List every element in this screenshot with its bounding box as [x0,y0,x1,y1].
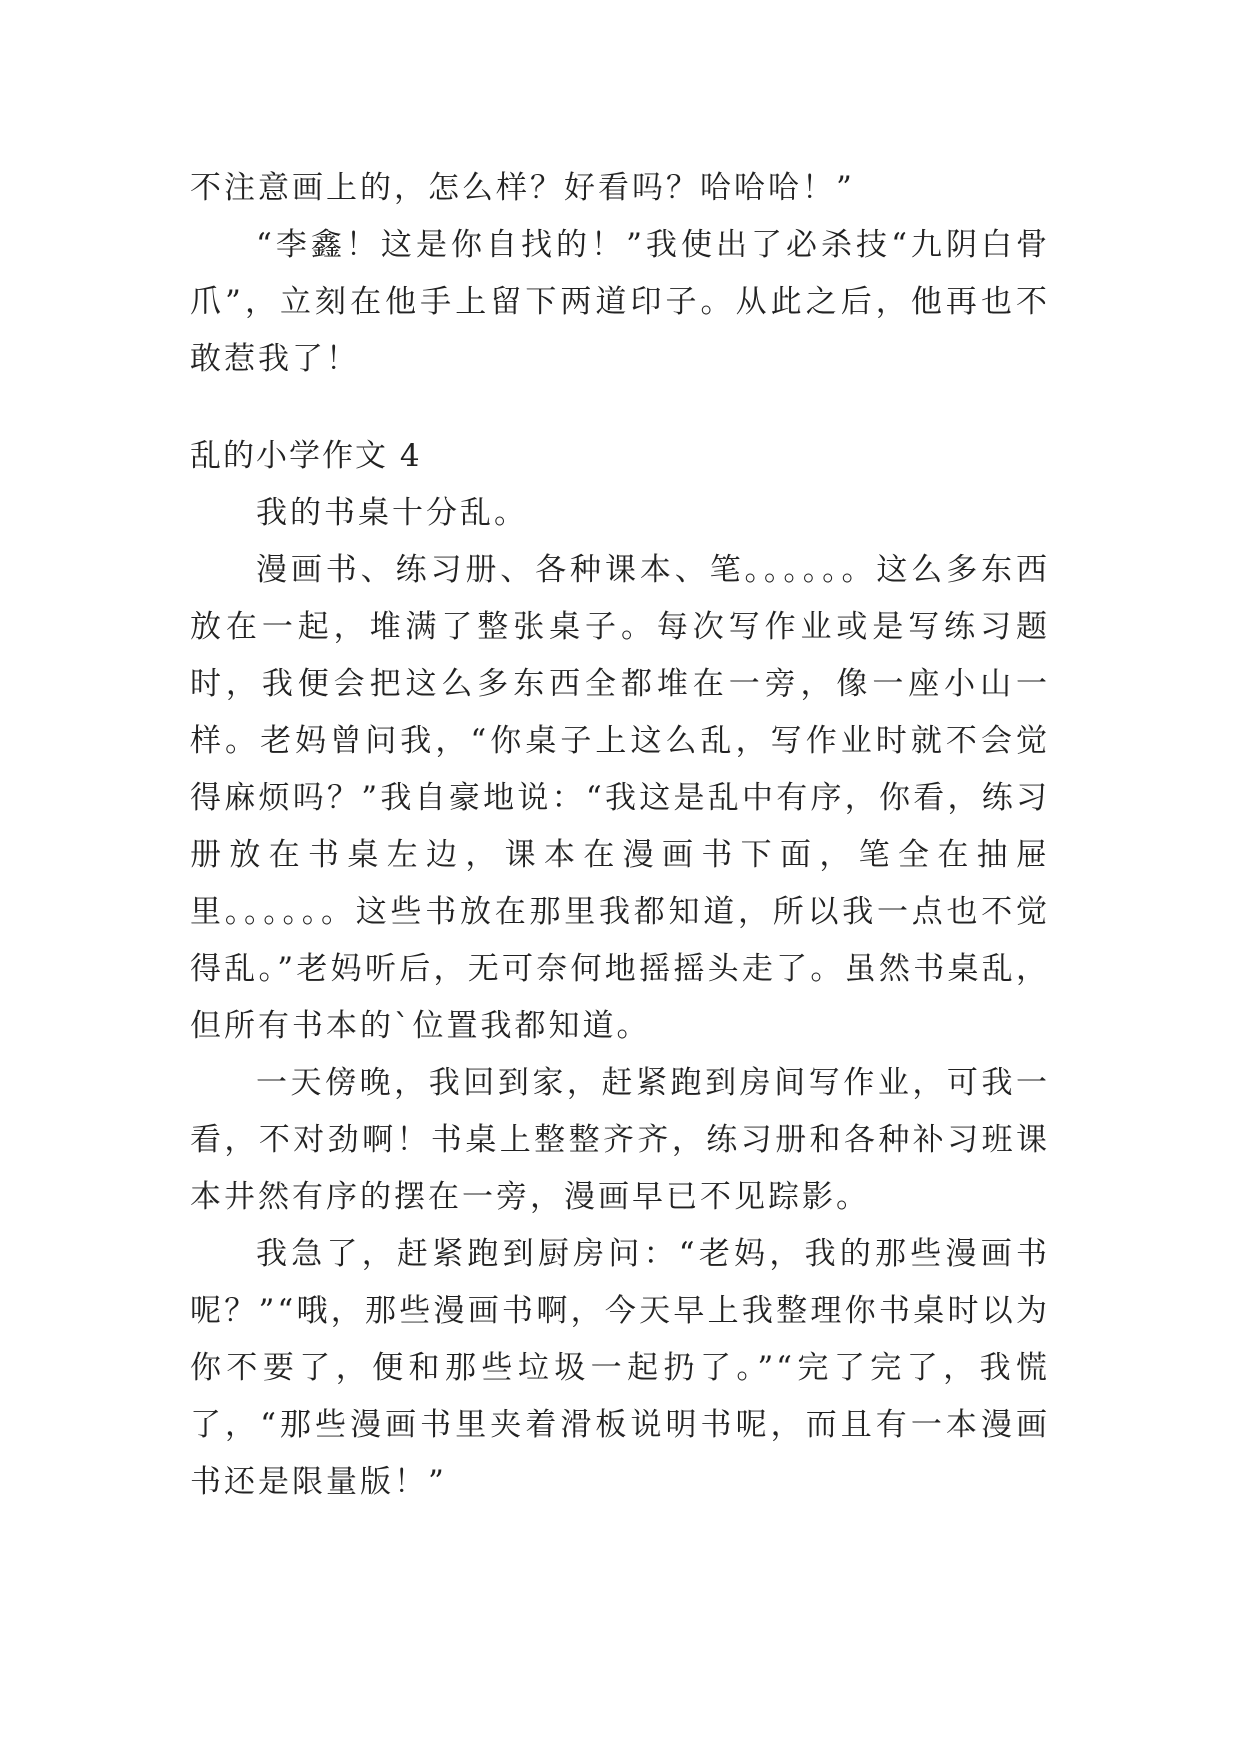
paragraph: 我急了，赶紧跑到厨房问：“老妈，我的那些漫画书呢？”“哦，那些漫画书啊，今天早上我整理你书桌时以为你不要了，便和那些垃圾一起扔了。”“完了完了，我慌了，“那些漫画书里夹着滑板说明书呢，而且有一本漫画书还是限量版！” [190,1236,1050,1500]
paragraph: 漫画书、练习册、各种课本、笔。。。。。。这么多东西放在一起，堆满了整张桌子。每次写作业或是写练习题时，我便会把这么多东西全都堆在一旁，像一座小山一样。老妈曾问我，“你桌子上这么乱，写作业时就不会觉得麻烦吗？”我自豪地说：“我这是乱中有序，你看，练习册放在书桌左边，课本在漫画书下面，笔全在抽屉里。。。。。。这些书放在那里我都知道，所以我一点也不觉得乱。”老妈听后，无可奈何地摇摇头走了。虽然书桌乱，但所有书本的`位置我都知道。 [190,552,1050,1044]
paragraph: “李鑫！这是你自找的！”我使出了必杀技“九阴白骨爪”，立刻在他手上留下两道印子。从此之后，他再也不敢惹我了！ [190,227,1050,377]
paragraph: 一天傍晚，我回到家，赶紧跑到房间写作业，可我一看，不对劲啊！书桌上整整齐齐，练习册和各种补习班课本井然有序的摆在一旁，漫画早已不见踪影。 [190,1065,1050,1215]
article-body [190,160,1050,1511]
paragraph-continued: 不注意画上的，怎么样？好看吗？哈哈哈！” [190,170,855,206]
section-heading: 乱的小学作文 4 [190,438,422,474]
paragraph: 我的书桌十分乱。 [256,495,528,531]
